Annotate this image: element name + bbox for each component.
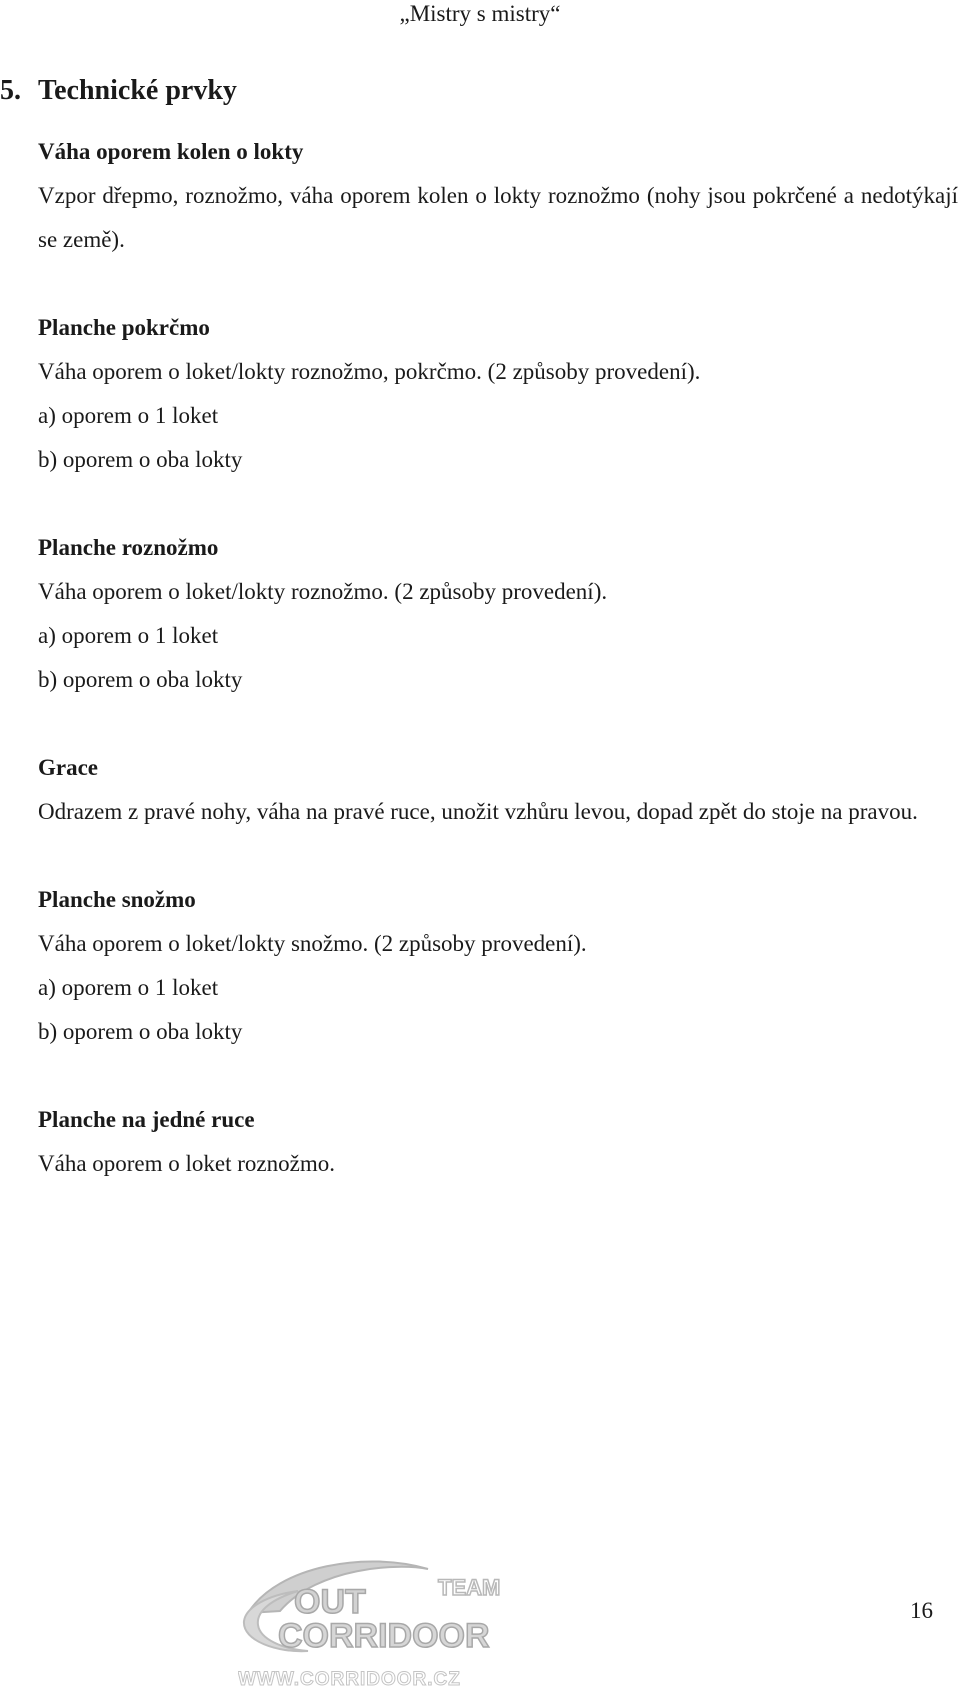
section-text: Váha oporem o loket/lokty roznožmo. (2 způsoby provedení). xyxy=(38,579,608,604)
chapter-number: 5. xyxy=(0,75,21,106)
section-text: Váha oporem o loket roznožmo. xyxy=(38,1151,335,1176)
section-planche-pokrcmo xyxy=(38,306,958,482)
page-number: 16 xyxy=(910,1598,933,1623)
section-heading: Planche snožmo xyxy=(38,887,196,912)
section-vaha-oporem-kolen xyxy=(38,130,958,262)
section-text: Váha oporem o loket/lokty roznožmo, pokrčmo. (2 způsoby provedení). xyxy=(38,359,701,384)
section-planche-soznozmo xyxy=(38,878,958,1054)
section-heading: Váha oporem kolen o lokty xyxy=(38,139,304,164)
list-item: a) oporem o 1 loket xyxy=(38,623,219,648)
outcorridoor-team-logo xyxy=(238,1555,558,1693)
running-header: „Mistry s mistry“ xyxy=(399,1,561,26)
section-text: Odrazem z pravé nohy, váha na pravé ruce, unožit vzhůru levou, dopad zpět do stoje na pravou. xyxy=(38,799,918,824)
section-text: Váha oporem o loket/lokty snožmo. (2 způsoby provedení). xyxy=(38,931,587,956)
section-grace xyxy=(38,746,958,834)
logo-word-team: TEAM xyxy=(438,1575,501,1600)
logo-url: WWW.CORRIDOOR.CZ xyxy=(238,1669,461,1690)
logo-graphic xyxy=(238,1555,558,1693)
list-item: a) oporem o 1 loket xyxy=(38,403,219,428)
section-heading: Planche pokrčmo xyxy=(38,315,210,340)
logo-word-corridoor: CORRIDOOR xyxy=(278,1617,490,1655)
section-heading: Planche roznožmo xyxy=(38,535,219,560)
list-item: a) oporem o 1 loket xyxy=(38,975,219,1000)
section-heading: Grace xyxy=(38,755,99,780)
list-item: b) oporem o oba lokty xyxy=(38,1019,243,1044)
list-item: b) oporem o oba lokty xyxy=(38,447,243,472)
section-heading: Planche na jedné ruce xyxy=(38,1107,255,1132)
logo-word-out: OUT xyxy=(294,1583,366,1621)
document-body xyxy=(38,130,958,1230)
chapter-title-text: Technické prvky xyxy=(38,75,237,106)
chapter-title xyxy=(0,74,237,108)
section-planche-roznozmo xyxy=(38,526,958,702)
list-item: b) oporem o oba lokty xyxy=(38,667,243,692)
section-planche-na-jedne-ruce xyxy=(38,1098,958,1186)
section-text: Vzpor dřepmo, roznožmo, váha oporem kolen o lokty roznožmo (nohy jsou pokrčené a nedotýkají se země). xyxy=(38,183,958,252)
